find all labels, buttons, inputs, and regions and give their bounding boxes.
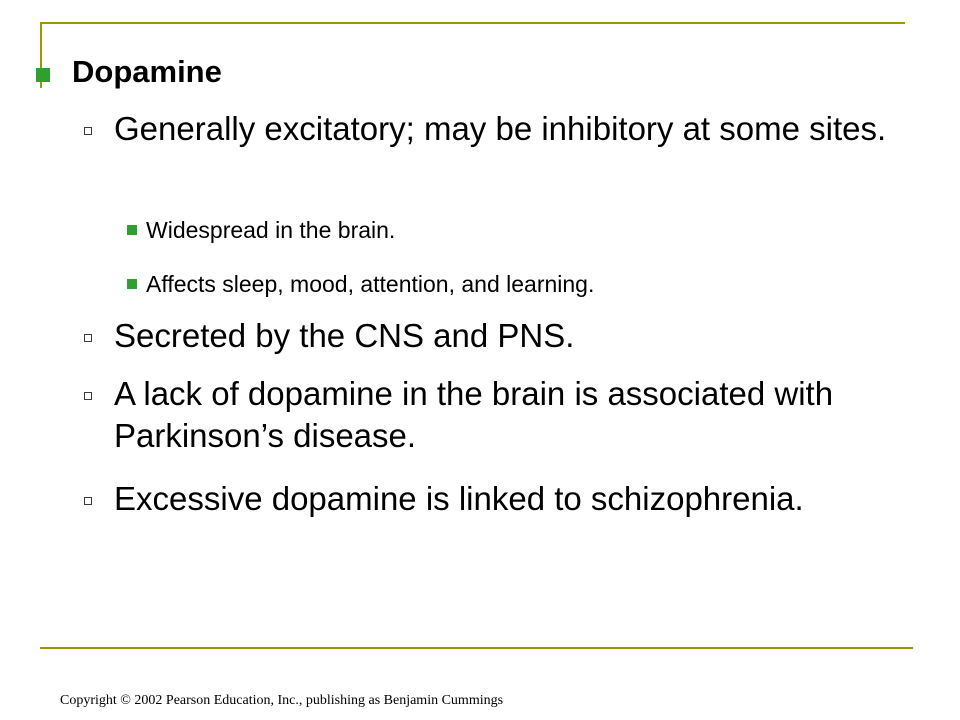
bullet-point-2: Secreted by the CNS and PNS. <box>114 317 575 354</box>
bullet-point-3: A lack of dopamine in the brain is associated with Parkinson’s disease. <box>114 375 834 454</box>
hollow-square-bullet-icon <box>84 334 92 342</box>
top-rule <box>40 22 905 24</box>
bullet-point-4: Excessive dopamine is linked to schizophrenia. <box>114 480 804 517</box>
hollow-square-bullet-icon <box>84 497 92 505</box>
bullet-point-1: Generally excitatory; may be inhibitory at some sites. <box>114 110 887 147</box>
hollow-square-bullet-icon <box>84 392 92 400</box>
bottom-rule <box>40 647 913 649</box>
slide-title: Dopamine <box>72 54 222 89</box>
copyright-footer: Copyright © 2002 Pearson Education, Inc., publishing as Benjamin Cummings <box>60 693 504 708</box>
title-bullet-icon <box>36 68 50 82</box>
square-bullet-icon <box>127 225 137 235</box>
sub-bullet-point-2: Affects sleep, mood, attention, and learning. <box>146 271 595 297</box>
sub-bullet-point-1: Widespread in the brain. <box>146 217 396 243</box>
hollow-square-bullet-icon <box>84 127 92 135</box>
square-bullet-icon <box>127 279 137 289</box>
